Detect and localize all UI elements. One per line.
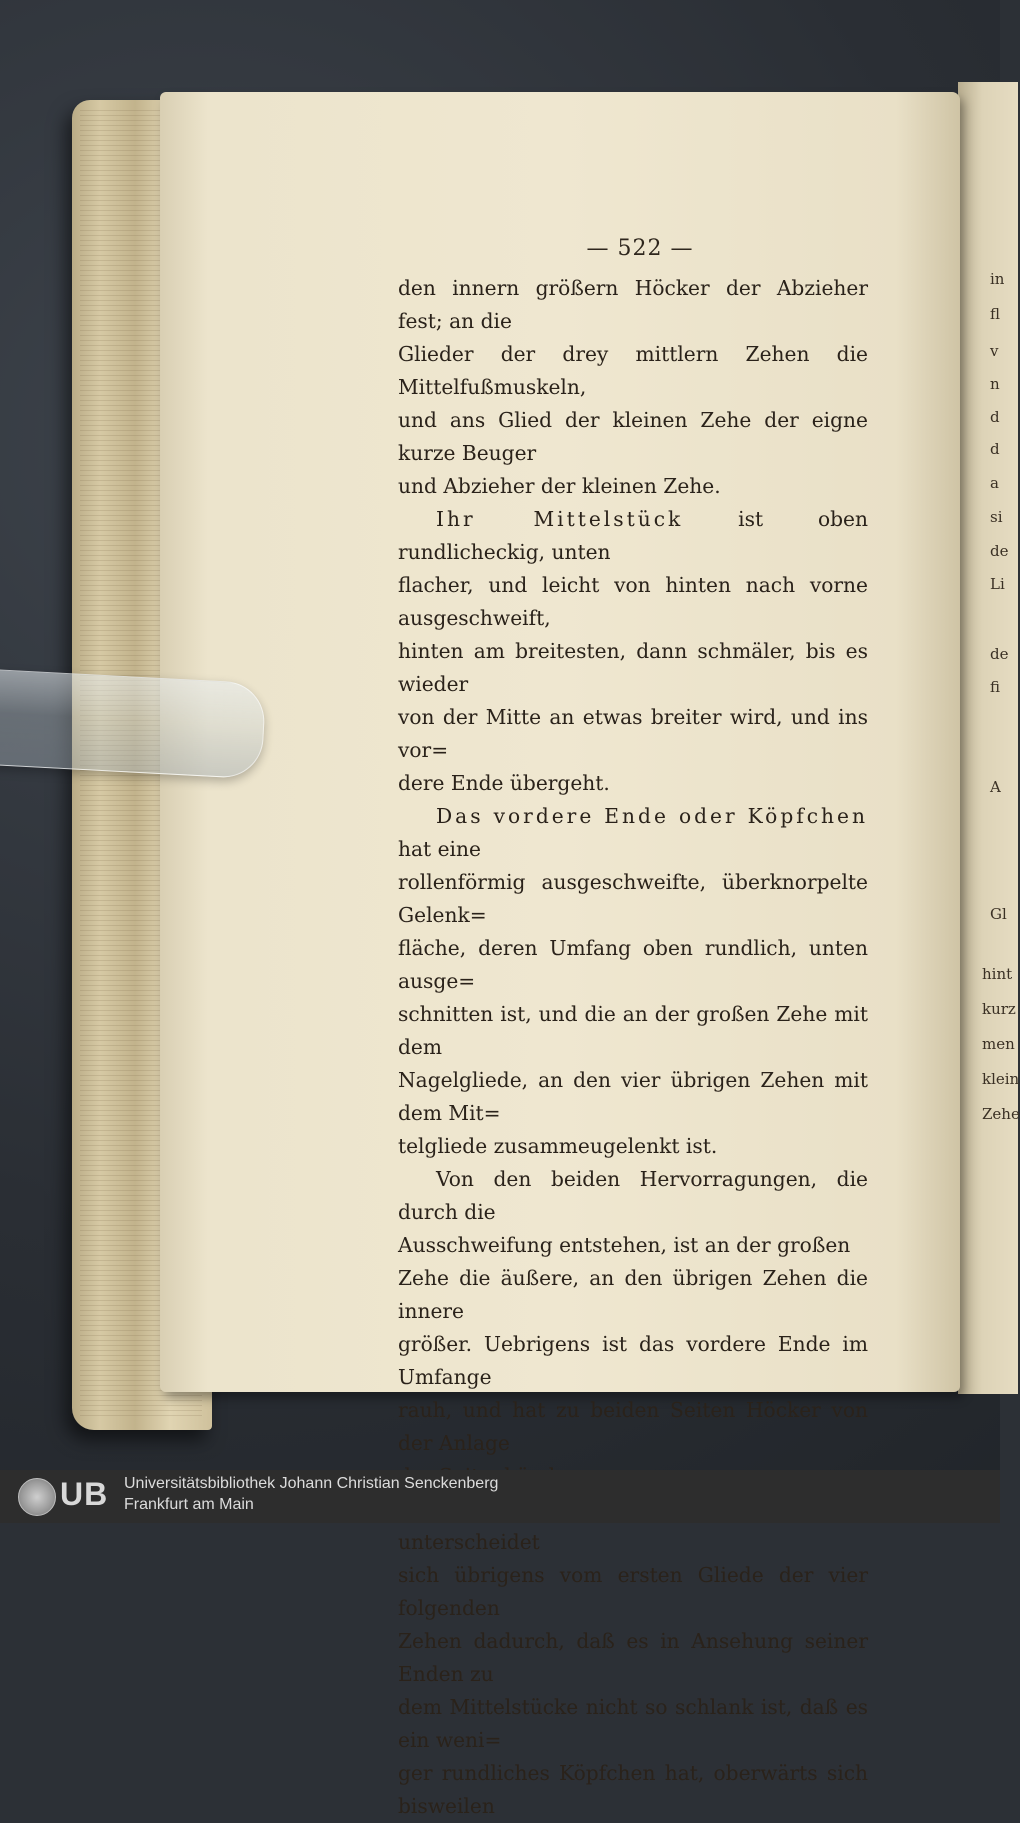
text-line: Ausschweifung entstehen, ist an der großen xyxy=(398,1233,851,1257)
spaced-heading: Das vordere Ende oder Köpfchen xyxy=(436,804,868,828)
text-line: größer. Uebrigens ist das vordere Ende im Umfange xyxy=(398,1332,868,1389)
paragraph-1 xyxy=(398,272,868,503)
text-line: flacher, und leicht von hinten nach vorne ausgeschweift, xyxy=(398,573,868,630)
facing-page-fragment: de xyxy=(990,645,1009,663)
facing-page-fragment: fl xyxy=(990,305,1001,323)
page-text xyxy=(398,272,868,1823)
facing-page-fragment: d xyxy=(990,440,1000,458)
glass-page-weight xyxy=(0,669,266,780)
spaced-heading: Ihr Mittelstück xyxy=(436,507,684,531)
text-line: Zehen dadurch, daß es in Ansehung seiner Enden zu xyxy=(398,1629,868,1686)
paragraph-4 xyxy=(398,1163,868,1493)
text-line: dere Ende übergeht. xyxy=(398,771,610,795)
text-line: hinten am breitesten, dann schmäler, bis es wieder xyxy=(398,639,868,696)
paragraph-3 xyxy=(398,800,868,1163)
footer-bar xyxy=(0,1470,1000,1523)
page-number: — 522 — xyxy=(586,236,694,261)
facing-page-fragment: si xyxy=(990,508,1003,526)
text-line: Von den beiden Hervorragungen, die durch die xyxy=(398,1167,868,1224)
text-line: und ans Glied der kleinen Zehe der eigne kurze Beuger xyxy=(398,408,868,465)
facing-page-fragment: Zehe xyxy=(982,1105,1020,1123)
facing-page-fragment: klein xyxy=(982,1070,1020,1088)
facing-page-fragment: de xyxy=(990,542,1009,560)
text-line: und Abzieher der kleinen Zehe. xyxy=(398,474,721,498)
facing-page-fragment: Li xyxy=(990,575,1005,593)
facing-page-fragment: kurz xyxy=(982,1000,1016,1018)
text-line: unterscheidet xyxy=(398,1530,540,1554)
text-line: von der Mitte an etwas breiter wird, und ins vor= xyxy=(398,705,868,762)
seal-icon xyxy=(18,1478,56,1516)
text-line: sich übrigens vom ersten Gliede der vier folgenden xyxy=(398,1563,868,1620)
facing-page-fragment: d xyxy=(990,408,1000,426)
text-line: fläche, deren Umfang oben rundlich, unten ausge= xyxy=(398,936,868,993)
library-name: Universitätsbibliothek Johann Christian Senckenberg xyxy=(124,1475,499,1492)
facing-page-fragment: hint xyxy=(982,965,1013,983)
facing-page-fragment: Gl xyxy=(990,905,1007,923)
text-line: Zehe die äußere, an den übrigen Zehen die innere xyxy=(398,1266,868,1323)
logo-text: UB xyxy=(60,1476,109,1512)
text-line: ger rundliches Köpfchen hat, oberwärts sich bisweilen xyxy=(398,1761,868,1818)
library-logo xyxy=(18,1478,118,1516)
facing-page xyxy=(958,82,1018,1394)
text-line: schnitten ist, und die an der großen Zehe mit dem xyxy=(398,1002,868,1059)
text-line: telgliede zusammeugelenkt ist. xyxy=(398,1134,718,1158)
facing-page-fragment: fi xyxy=(990,678,1001,696)
facing-page-fragment: in xyxy=(990,270,1005,288)
facing-page-fragment: men xyxy=(982,1035,1015,1053)
text-line: Glieder der drey mittlern Zehen die Mittelfußmuskeln, xyxy=(398,342,868,399)
text-line: hat eine xyxy=(398,837,481,861)
facing-page-fragment: n xyxy=(990,375,1000,393)
facing-page-fragment: a xyxy=(990,474,999,492)
paragraph-5 xyxy=(398,1493,868,1823)
facing-page-fragment: v xyxy=(990,342,999,360)
text-line: rauh, und hat zu beiden Seiten Höcker von der Anlage xyxy=(398,1398,868,1455)
text-line: ist oben rundlicheckig, unten xyxy=(398,507,868,564)
text-line: rollenförmig ausgeschweifte, überknorpelte Gelenk= xyxy=(398,870,868,927)
text-line: Nagelgliede, an den vier übrigen Zehen mit dem Mit= xyxy=(398,1068,868,1125)
text-line: den innern größern Höcker der Abzieher fest; an die xyxy=(398,276,868,333)
paragraph-2 xyxy=(398,503,868,800)
text-line: dem Mittelstücke nicht so schlank ist, daß es ein weni= xyxy=(398,1695,868,1752)
facing-page-fragment: A xyxy=(990,778,1001,796)
library-location: Frankfurt am Main xyxy=(124,1496,254,1513)
